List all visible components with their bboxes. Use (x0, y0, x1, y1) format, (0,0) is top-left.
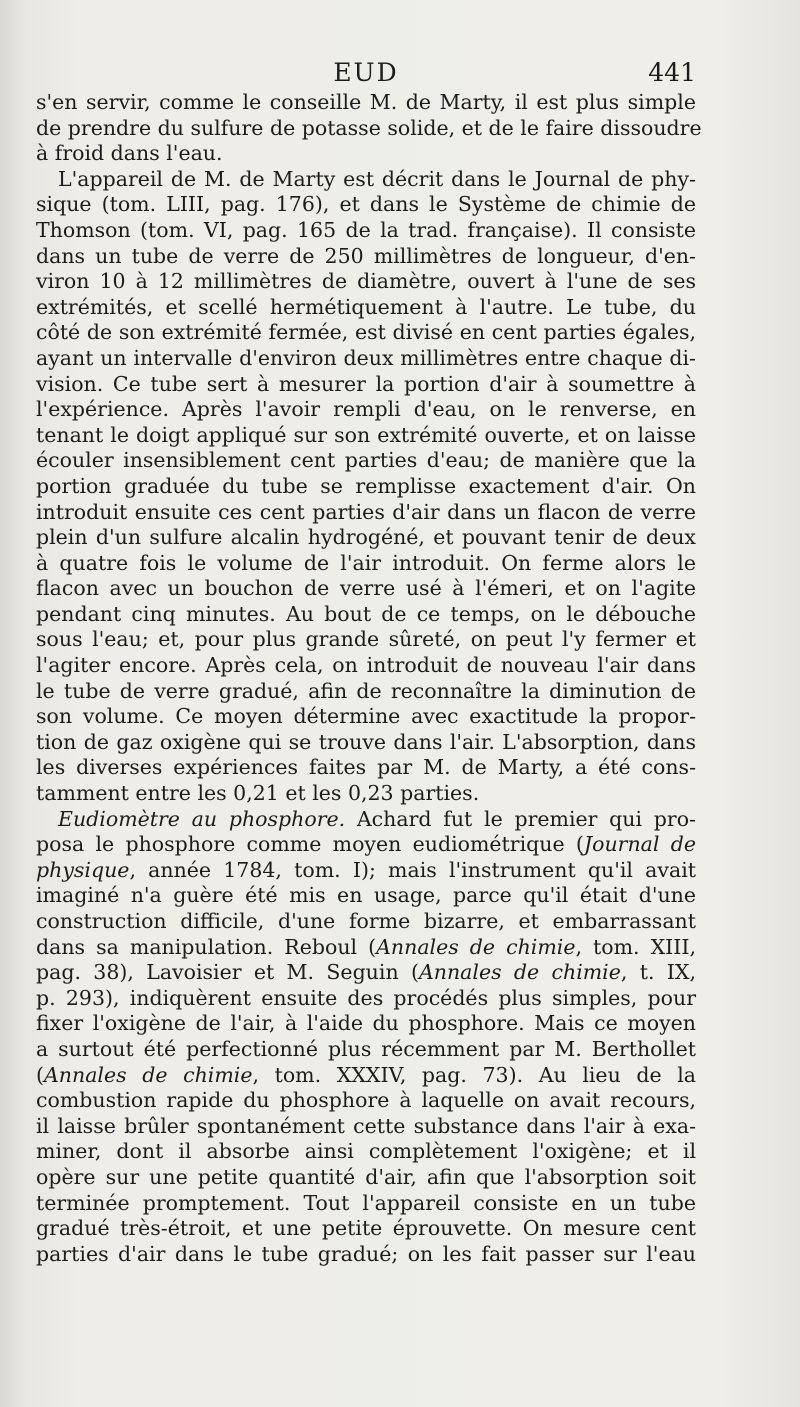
text-line (36, 858, 696, 884)
text-line (36, 807, 696, 833)
text-line (36, 832, 696, 858)
text-line: Thomson (tom. VI, pag. 165 de la trad. française). Il consiste (36, 217, 696, 242)
page-header (36, 58, 696, 92)
text-line: fixer l'oxigène de l'air, à l'aide du phosphore. Mais ce moyen (36, 1011, 696, 1036)
text-line: sous l'eau; et, pour plus grande sûreté, on peut l'y fermer et (36, 627, 696, 652)
text-line: l'agiter encore. Après cela, on introduit de nouveau l'air dans (36, 653, 696, 678)
text-line: de prendre du sulfure de potasse solide, et de le faire dissoudre (36, 115, 702, 140)
text-line: l'expérience. Après l'avoir rempli d'eau, on le renverse, en (36, 397, 696, 422)
text-line: miner, dont il absorbe ainsi complètement l'oxigène; et il (36, 1139, 696, 1164)
text-line: terminée promptement. Tout l'appareil consiste en un tube (36, 1190, 696, 1215)
text-line (36, 960, 696, 986)
text-run: , tom. XXXIV, pag. 73). Au lieu de la (252, 1062, 697, 1087)
page-number: 441 (648, 58, 696, 87)
text-line: pendant cinq minutes. Au bout de ce temps, on le débouche (36, 601, 696, 626)
text-run: , année 1784, tom. I); mais l'instrument qu'il avait (129, 857, 696, 882)
text-line: dans un tube de verre de 250 millimètres de longueur, d'en- (36, 243, 696, 268)
text-line: L'appareil de M. de Marty est décrit dans le Journal de phy- (58, 166, 696, 191)
body-text (36, 90, 702, 1267)
text-line: côté de son extrémité fermée, est divisé en cent parties égales, (36, 320, 696, 345)
text-run: pag. 38), Lavoisier et M. Seguin ( (36, 960, 419, 985)
text-line: introduit ensuite ces cent parties d'air dans un flacon de verre (36, 499, 696, 524)
text-line: ayant un intervalle d'environ deux millimètres entre chaque di- (36, 345, 696, 370)
text-line: à froid dans l'eau. (36, 141, 223, 166)
text-run: Achard fut le premier qui pro- (345, 806, 696, 831)
text-line: construction difficile, d'une forme bizarre, et embarrassant (36, 909, 696, 933)
text-line: viron 10 à 12 millimètres de diamètre, ouvert à l'une de ses (36, 269, 696, 294)
text-run: dans sa manipulation. Reboul ( (36, 934, 377, 959)
text-line (36, 1063, 696, 1089)
text-line: imaginé n'a guère été mis en usage, parce qu'il était d'une (36, 883, 696, 908)
text-line: écouler insensiblement cent parties d'eau; de manière que la (36, 448, 696, 473)
text-line (36, 935, 696, 961)
text-line: tion de gaz oxigène qui se trouve dans l'air. L'absorption, dans (36, 729, 696, 754)
text-run: , tom. XIII, (575, 934, 696, 959)
italic-run: Annales de chimie (418, 960, 621, 985)
text-line: opère sur une petite quantité d'air, afin que l'absorption soit (36, 1164, 696, 1189)
text-line: les diverses expériences faites par M. de Marty, a été cons- (36, 755, 696, 780)
text-line: parties d'air dans le tube gradué; on les fait passer sur l'eau (36, 1241, 696, 1266)
text-line: sique (tom. LIII, pag. 176), et dans le Système de chimie de (36, 192, 696, 217)
text-line: extrémités, et scellé hermétiquement à l'autre. Le tube, du (36, 294, 696, 319)
text-line: a surtout été perfectionné plus récemment par M. Berthollet (36, 1036, 696, 1061)
text-line: il laisse brûler spontanément cette substance dans l'air à exa- (36, 1113, 696, 1138)
italic-run: Eudiomètre au phosphore. (58, 806, 346, 831)
text-line: vision. Ce tube sert à mesurer la portion d'air à soumettre à (36, 371, 696, 396)
running-head: EUD (333, 58, 399, 87)
text-line: combustion rapide du phosphore à laquelle on avait recours, (36, 1088, 696, 1113)
text-line: à quatre fois le volume de l'air introduit. On ferme alors le (36, 550, 696, 575)
text-run: ( (36, 1062, 44, 1087)
text-line: tenant le doigt appliqué sur son extrémité ouverte, et on laisse (36, 422, 696, 447)
text-line: gradué très-étroit, et une petite éprouvette. On mesure cent (36, 1216, 696, 1241)
text-run: , t. IX, (620, 960, 696, 985)
text-line: le tube de verre gradué, afin de reconnaître la diminution de (36, 678, 696, 703)
text-line: tamment entre les 0,21 et les 0,23 parties. (36, 781, 480, 806)
italic-run: Journal de (583, 832, 696, 857)
italic-run: Annales de chimie (376, 934, 576, 959)
text-line: portion graduée du tube se remplisse exactement d'air. On (36, 473, 696, 498)
italic-run: Annales de chimie (44, 1062, 253, 1087)
text-line: s'en servir, comme le conseille M. de Marty, il est plus simple (36, 90, 696, 114)
text-line: p. 293), indiquèrent ensuite des procédés plus simples, pour (36, 985, 696, 1010)
text-line: flacon avec un bouchon de verre usé à l'émeri, et on l'agite (36, 576, 696, 601)
italic-run: physique (36, 857, 130, 882)
text-line: son volume. Ce moyen détermine avec exactitude la propor- (36, 704, 696, 729)
text-run: posa le phosphore comme moyen eudiométrique ( (36, 832, 584, 857)
text-line: plein d'un sulfure alcalin hydrogéné, et pouvant tenir de deux (36, 525, 696, 550)
